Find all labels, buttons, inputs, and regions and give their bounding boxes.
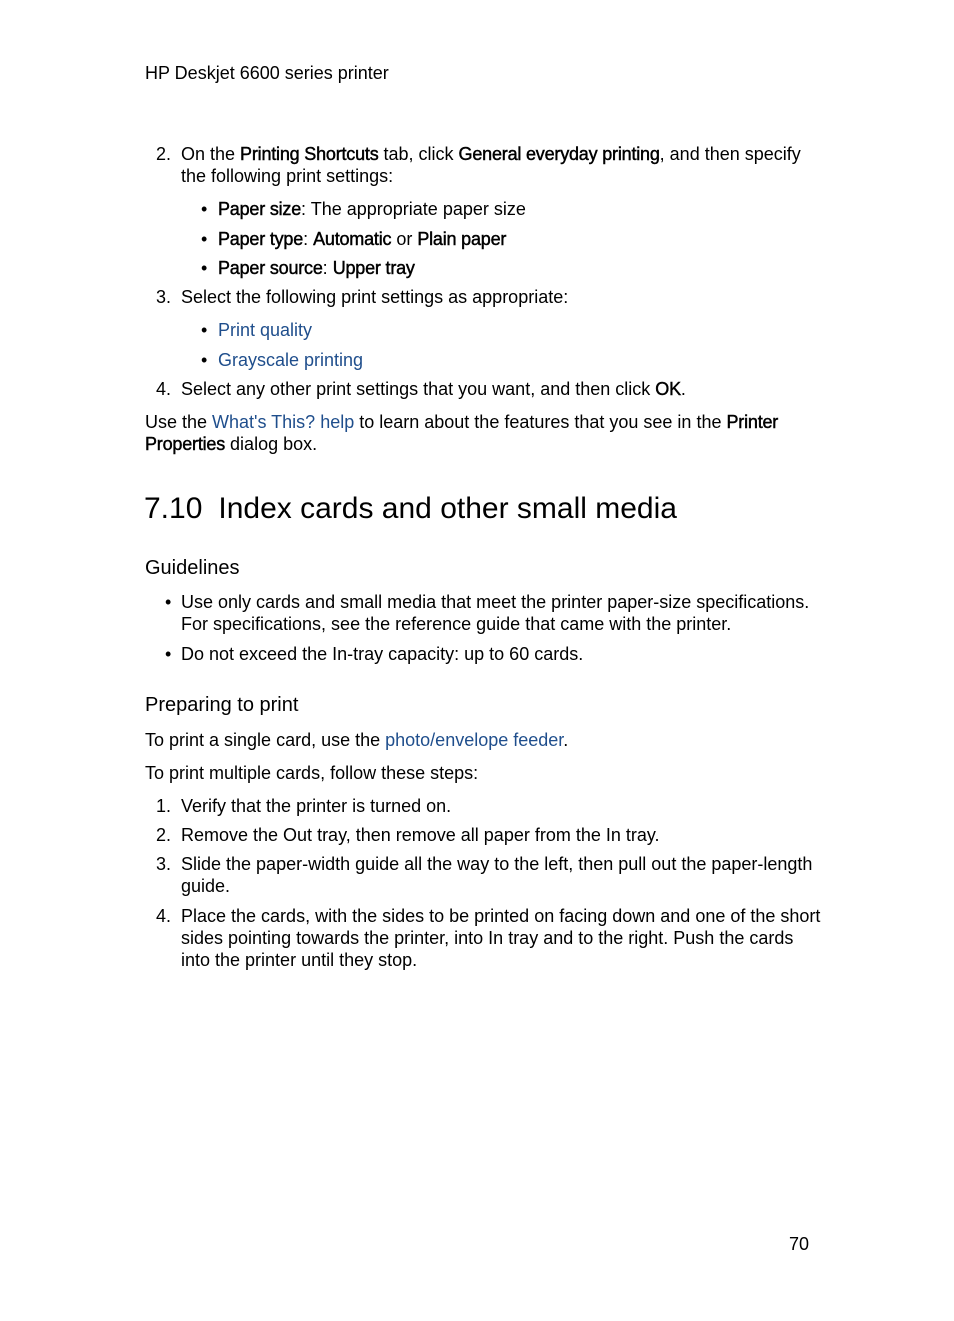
- photo-envelope-feeder-link[interactable]: photo/envelope feeder: [385, 730, 564, 750]
- step-number: 3.: [156, 854, 172, 874]
- single-card-paragraph: To print a single card, use the photo/envelope feeder.: [145, 730, 569, 750]
- ui-term: Printing Shortcuts: [240, 144, 379, 164]
- prep-step: Place the cards, with the sides to be printed on facing down and one of the short sides pointing towards the printer, into In tray and to the right. Push the cards into the printer until they stop.: [181, 906, 821, 970]
- section-number: 7.10: [144, 492, 203, 525]
- step-3-text: Select the following print settings as appropriate:: [181, 287, 569, 307]
- running-header: HP Deskjet 6600 series printer: [145, 63, 389, 83]
- print-quality-link[interactable]: Print quality: [218, 320, 313, 340]
- prep-step: Remove the Out tray, then remove all paper from the In tray.: [181, 825, 660, 845]
- step-2-text: On the Printing Shortcuts tab, click General everyday printing, and then specify the following print settings:: [181, 144, 801, 186]
- whats-this-help-link[interactable]: What's This? help: [212, 412, 355, 432]
- prep-step: Verify that the printer is turned on.: [181, 796, 452, 816]
- ui-term: General everyday printing: [458, 144, 660, 164]
- setting-paper-size: Paper size: The appropriate paper size: [218, 199, 526, 219]
- guideline-item: Do not exceed the In-tray capacity: up to 60 cards.: [181, 644, 584, 664]
- bullet-icon: •: [165, 592, 172, 612]
- step-4-text: Select any other print settings that you want, and then click OK.: [181, 379, 686, 399]
- bullet-icon: •: [201, 258, 208, 278]
- setting-paper-source: Paper source: Upper tray: [218, 258, 415, 278]
- bullet-icon: •: [165, 644, 172, 664]
- section-title: Index cards and other small media: [218, 492, 677, 525]
- bullet-icon: •: [201, 229, 208, 249]
- step-number: 2.: [156, 144, 172, 164]
- step-number: 3.: [156, 287, 172, 307]
- help-paragraph: Use the What's This? help to learn about the features that you see in the Printer Properties dialog box.: [145, 412, 779, 454]
- guidelines-heading: Guidelines: [145, 557, 240, 579]
- multiple-cards-paragraph: To print multiple cards, follow these steps:: [145, 763, 479, 783]
- step-number: 4.: [156, 906, 172, 926]
- preparing-heading: Preparing to print: [145, 694, 299, 716]
- section-heading: [144, 492, 677, 526]
- setting-paper-type: Paper type: Automatic or Plain paper: [218, 229, 507, 249]
- bullet-icon: •: [201, 350, 208, 370]
- step-number: 4.: [156, 379, 172, 399]
- step-number: 1.: [156, 796, 172, 816]
- prep-step: Slide the paper-width guide all the way to the left, then pull out the paper-length guide.: [181, 854, 813, 896]
- bullet-icon: •: [201, 320, 208, 340]
- guideline-item: Use only cards and small media that meet the printer paper-size specifications. For specifications, see the reference guide that came with the printer.: [181, 592, 810, 634]
- page-number: 70: [788, 1234, 809, 1254]
- step-number: 2.: [156, 825, 172, 845]
- grayscale-printing-link[interactable]: Grayscale printing: [218, 350, 364, 370]
- bullet-icon: •: [201, 199, 208, 219]
